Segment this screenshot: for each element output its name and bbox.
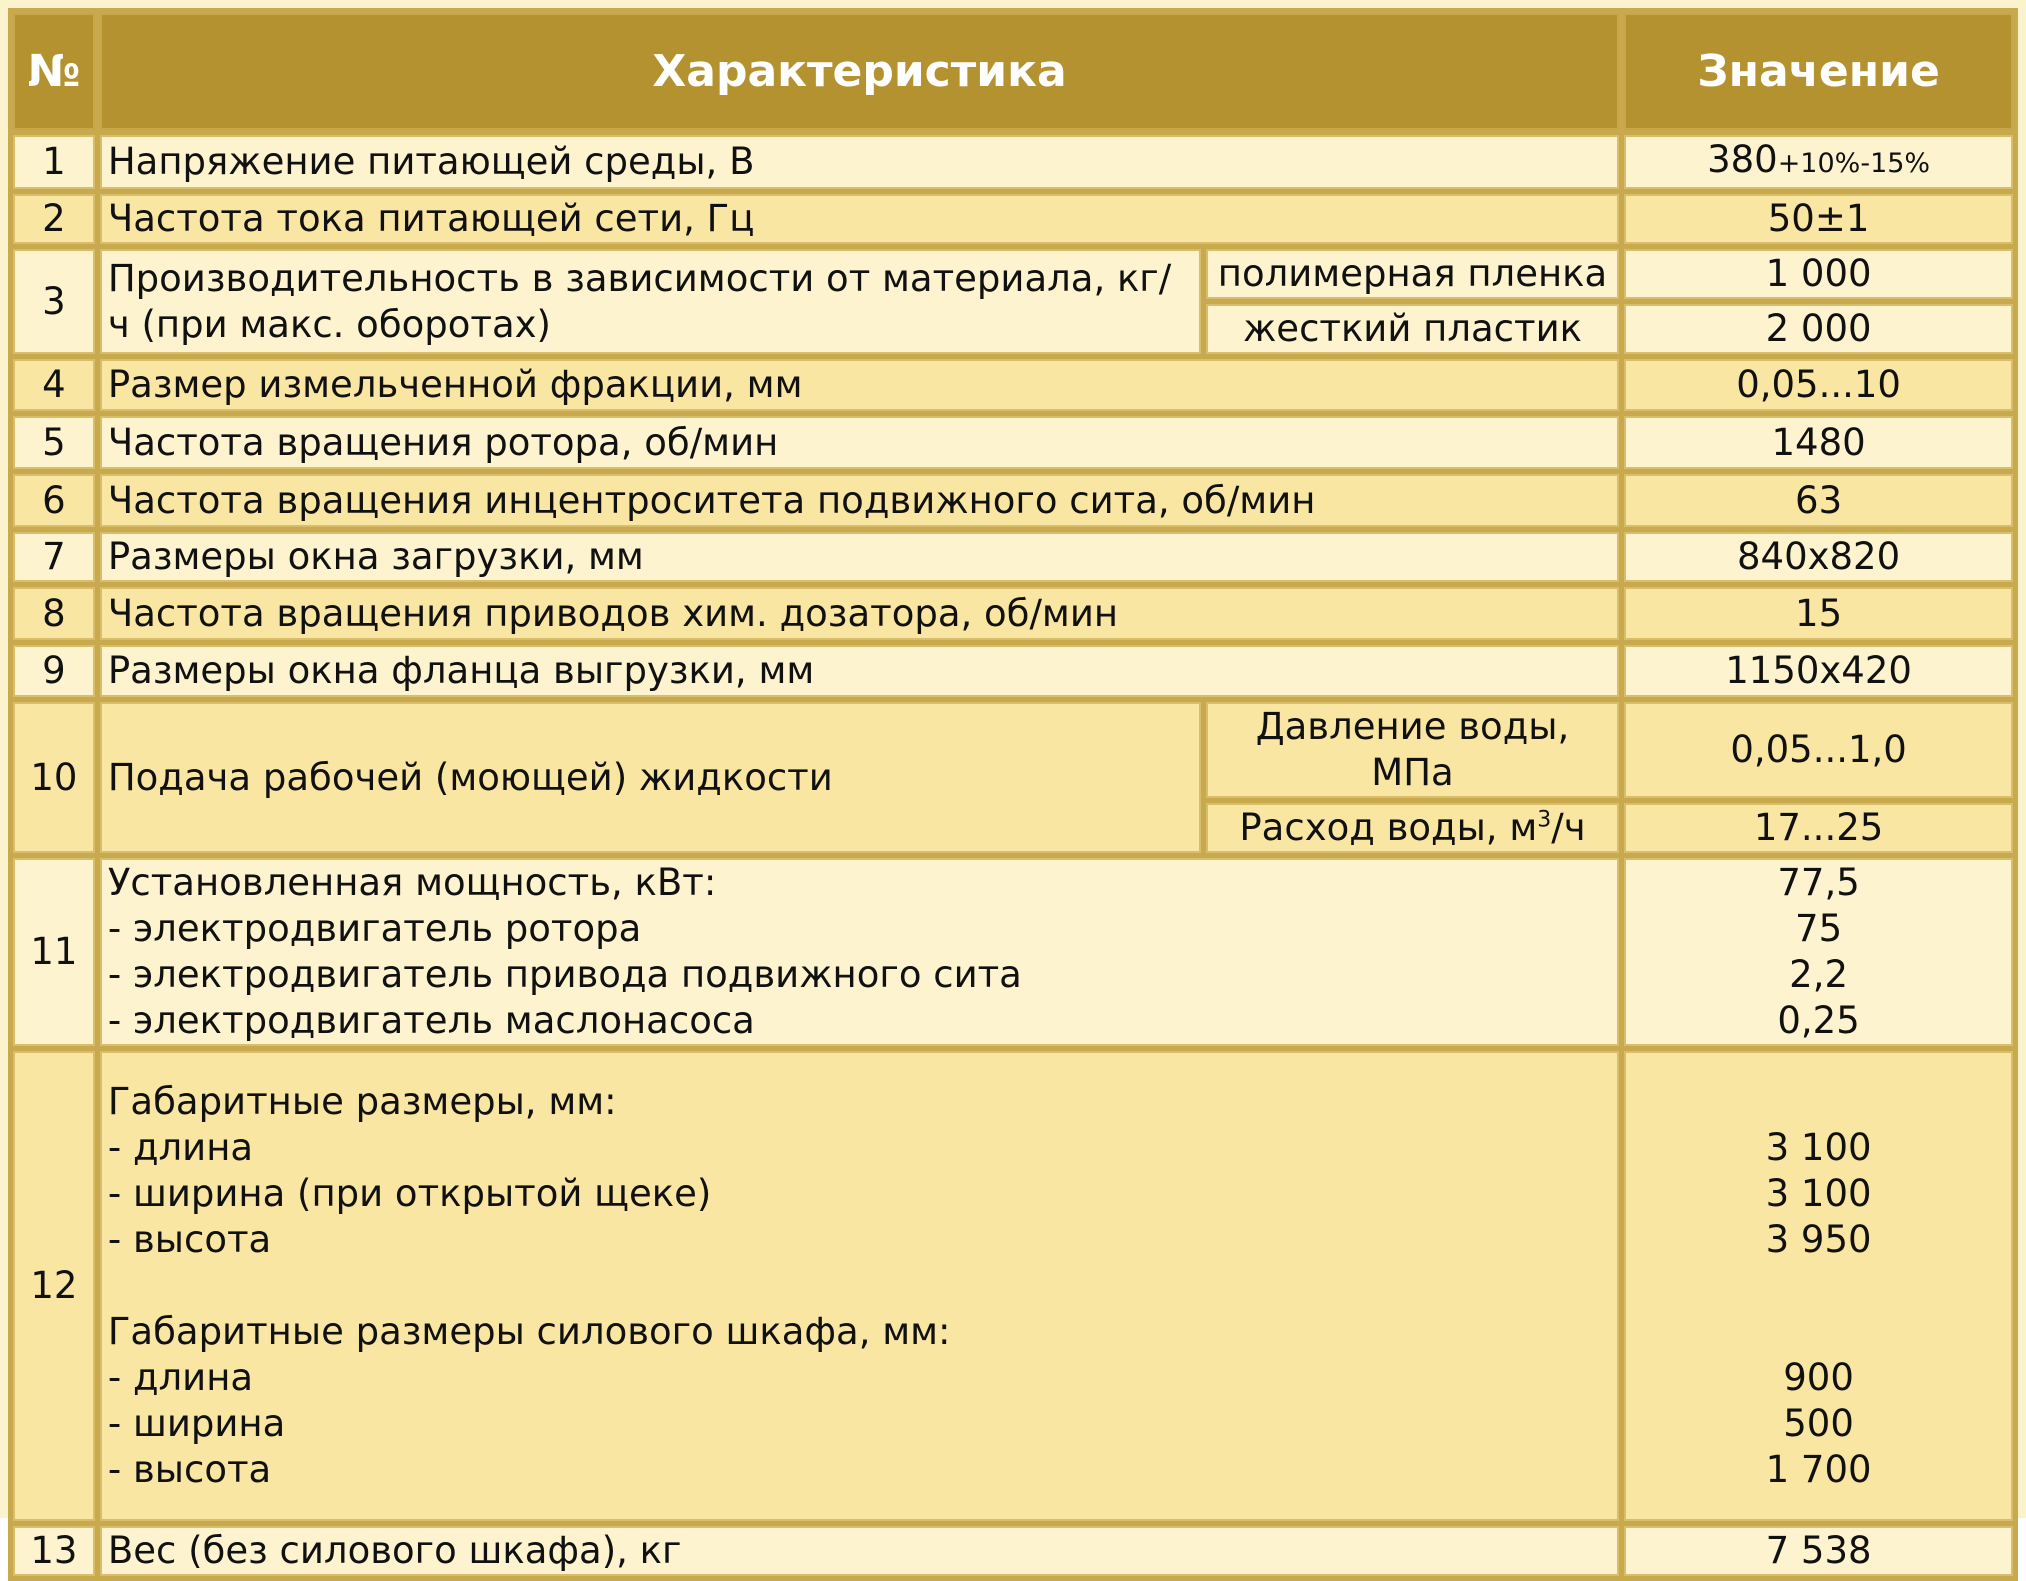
header-number: № [13,13,95,130]
table-row: 2 Частота тока питающей сети, Гц 50±1 [13,194,2013,244]
table-row: 8 Частота вращения приводов хим. дозатора, об/мин 15 [13,587,2013,640]
table-row: жесткий пластик 2 000 [13,304,2013,354]
table-row: 4 Размер измельченной фракции, мм 0,05...10 [13,359,2013,411]
water-flow-unit-exponent: 3 [1537,807,1552,833]
water-flow-unit-suffix: /ч [1551,806,1586,849]
table-row: 10 Подача рабочей (моющей) жидкости Давление воды, МПа 0,05...1,0 [13,702,2013,798]
table-row: 9 Размеры окна фланца выгрузки, мм 1150х420 [13,645,2013,697]
table-row: 13 Вес (без силового шкафа), кг 7 538 [13,1526,2013,1576]
voltage-value: 380 [1707,138,1778,181]
table-row: 12 Габаритные размеры, мм: - длина - ширина (при открытой щеке) - высота Габаритные размеры силового шкафа, мм: - длина - ширина - высота 3 100 3 100 3 950 900 500 1 700 [13,1051,2013,1521]
specification-table [8,8,2018,1581]
header-value: Значение [1624,13,2013,130]
table-row: 3 Производительность в зависимости от материала, кг/ч (при макс. оборотах) полимерная пленка 1 000 [13,249,2013,299]
table-row: 7 Размеры окна загрузки, мм 840х820 [13,532,2013,582]
voltage-tolerance: +10%-15% [1777,148,1931,179]
table-row: 6 Частота вращения инцентроситета подвижного сита, об/мин 63 [13,474,2013,527]
header-characteristic: Характеристика [100,13,1619,130]
water-flow-label: Расход воды, м [1239,806,1538,849]
table-header-row [13,13,2013,130]
table-row: 11 Установленная мощность, кВт: - электродвигатель ротора - электродвигатель привода подвижного сита - электродвигатель маслонасоса 77,5 75 2,2 0,25 [13,858,2013,1046]
table-row: 5 Частота вращения ротора, об/мин 1480 [13,416,2013,469]
table-row: Расход воды, $м^3/ч$ 17...25 [13,803,2013,853]
table-row: 1 Напряжение питающей среды, В 380+10%-15% [13,135,2013,189]
